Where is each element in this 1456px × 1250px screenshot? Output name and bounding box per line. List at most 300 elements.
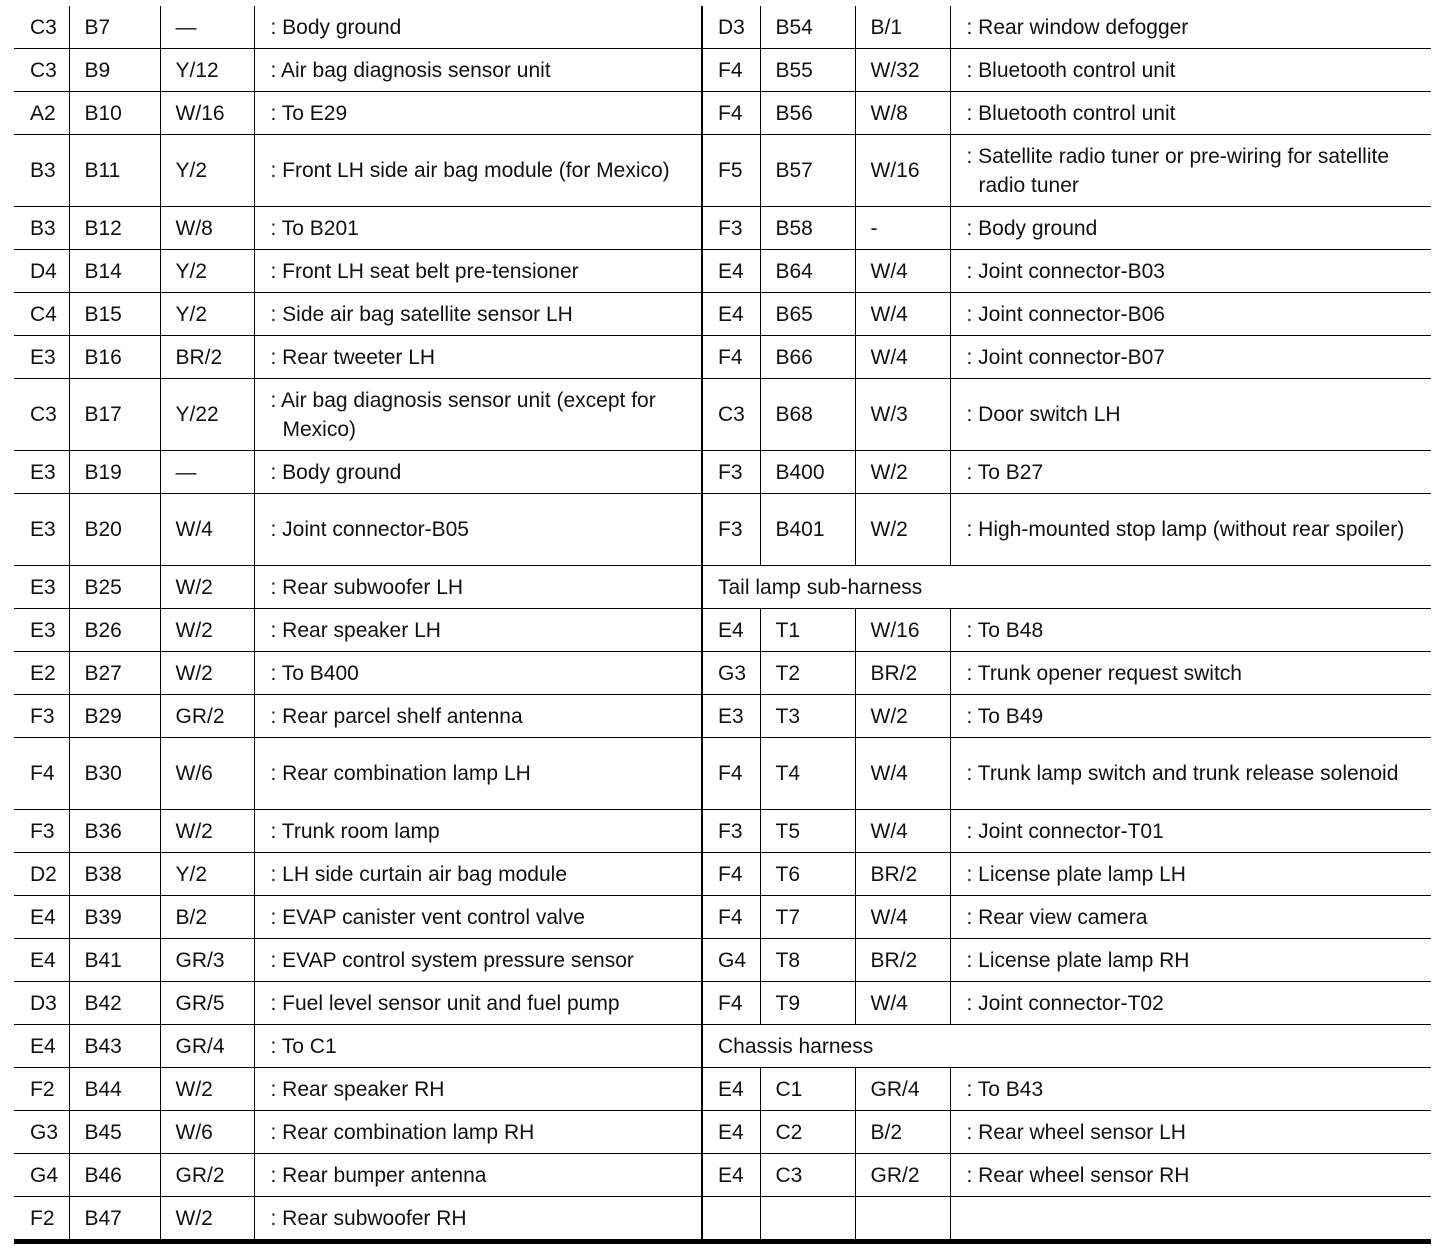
connector-number: B47 — [69, 1197, 160, 1240]
connector-number: B29 — [69, 695, 160, 738]
grid-location: C3 — [14, 49, 69, 92]
connector-type — [855, 1197, 950, 1240]
connector-type: BR/2 — [855, 939, 950, 982]
connector-type: B/1 — [855, 6, 950, 49]
connector-description — [950, 896, 1431, 939]
connector-description — [950, 135, 1431, 207]
table-row — [14, 1068, 702, 1111]
connector-type: W/6 — [160, 1111, 254, 1154]
connector-number: B20 — [69, 494, 160, 566]
table-row — [703, 494, 1431, 566]
table-row — [14, 451, 702, 494]
connector-description-text: : Body ground — [966, 216, 1098, 240]
table-row — [703, 379, 1431, 451]
grid-location: G4 — [703, 939, 760, 982]
connector-type: GR/2 — [160, 695, 254, 738]
connector-description-text: : License plate lamp RH — [966, 948, 1190, 972]
table-row — [14, 652, 702, 695]
grid-location: F4 — [703, 738, 760, 810]
connector-number: B64 — [760, 250, 855, 293]
connector-description — [950, 250, 1431, 293]
connector-number: B10 — [69, 92, 160, 135]
connector-description-text: : To B43 — [966, 1077, 1044, 1101]
connector-description-text: : Rear window defogger — [966, 15, 1189, 39]
connector-description-text: : Rear speaker RH — [270, 1077, 445, 1101]
grid-location: C3 — [703, 379, 760, 451]
connector-description — [950, 609, 1431, 652]
connector-description — [254, 609, 702, 652]
connector-list-sheet — [14, 6, 1431, 1244]
connector-number: B36 — [69, 810, 160, 853]
connector-description — [254, 207, 702, 250]
table-row — [703, 1111, 1431, 1154]
connector-description — [254, 336, 702, 379]
connector-type: W/4 — [855, 336, 950, 379]
grid-location — [703, 1197, 760, 1240]
connector-number: B7 — [69, 6, 160, 49]
connector-number: B11 — [69, 135, 160, 207]
connector-description-text: : Body ground — [270, 460, 402, 484]
connector-description-text: : Bluetooth control unit — [966, 58, 1176, 82]
table-row — [14, 494, 702, 566]
connector-number: B16 — [69, 336, 160, 379]
grid-location: F4 — [703, 336, 760, 379]
table-row — [14, 135, 702, 207]
connector-type: W/2 — [160, 652, 254, 695]
grid-location: F3 — [14, 810, 69, 853]
grid-location: G4 — [14, 1154, 69, 1197]
grid-location: F3 — [703, 494, 760, 566]
connector-description-text: : EVAP control system pressure sensor — [270, 948, 634, 972]
connector-type: W/4 — [160, 494, 254, 566]
grid-location: E4 — [703, 1111, 760, 1154]
connector-number: B65 — [760, 293, 855, 336]
connector-description — [254, 494, 702, 566]
connector-description — [950, 695, 1431, 738]
section-header-row — [703, 566, 1431, 609]
table-row — [703, 135, 1431, 207]
connector-number: B39 — [69, 896, 160, 939]
connector-description-text: : To C1 — [270, 1034, 337, 1058]
connector-description-text: : To B49 — [966, 704, 1044, 728]
connector-description-text: : Satellite radio tuner or pre-wiring for satellite radio tuner — [966, 144, 1390, 197]
grid-location: E2 — [14, 652, 69, 695]
table-row — [14, 810, 702, 853]
connector-description-text: : Rear wheel sensor LH — [966, 1120, 1186, 1144]
grid-location: E4 — [703, 250, 760, 293]
connector-type: W/2 — [160, 609, 254, 652]
table-row — [14, 738, 702, 810]
connector-description-text: : Rear combination lamp LH — [270, 762, 531, 785]
connector-number: C2 — [760, 1111, 855, 1154]
connector-type: W/4 — [855, 250, 950, 293]
table-row — [14, 853, 702, 896]
connector-description-text: : Rear subwoofer RH — [270, 1206, 467, 1230]
grid-location: F4 — [703, 49, 760, 92]
connector-type: GR/2 — [160, 1154, 254, 1197]
grid-location: D3 — [703, 6, 760, 49]
grid-location: B3 — [14, 207, 69, 250]
connector-type: B/2 — [160, 896, 254, 939]
table-row — [14, 566, 702, 609]
connector-description-text: : Joint connector-T02 — [966, 991, 1164, 1015]
connector-description-text: : To B27 — [966, 460, 1044, 484]
connector-type: W/8 — [160, 207, 254, 250]
connector-number — [760, 1197, 855, 1240]
table-row — [14, 6, 702, 49]
connector-type: Y/2 — [160, 853, 254, 896]
connector-number: B42 — [69, 982, 160, 1025]
connector-description-text: : Rear bumper antenna — [270, 1163, 487, 1187]
connector-description — [254, 1025, 702, 1068]
connector-number: B30 — [69, 738, 160, 810]
connector-description — [950, 652, 1431, 695]
grid-location: F3 — [703, 451, 760, 494]
table-row — [14, 1111, 702, 1154]
connector-number: B41 — [69, 939, 160, 982]
grid-location: F4 — [703, 896, 760, 939]
table-row — [14, 1197, 702, 1240]
connector-number: B14 — [69, 250, 160, 293]
table-row — [703, 336, 1431, 379]
table-row — [703, 896, 1431, 939]
table-row — [14, 939, 702, 982]
grid-location: F4 — [703, 853, 760, 896]
connector-description-text: : Trunk lamp switch and trunk release solenoid — [966, 762, 1399, 785]
connector-number: T4 — [760, 738, 855, 810]
connector-type: GR/2 — [855, 1154, 950, 1197]
connector-description-text: : Front LH seat belt pre-tensioner — [270, 259, 579, 283]
connector-number: B46 — [69, 1154, 160, 1197]
connector-type: W/2 — [160, 566, 254, 609]
grid-location: G3 — [14, 1111, 69, 1154]
table-row — [703, 738, 1431, 810]
table-row — [14, 49, 702, 92]
connector-description-text: : Joint connector-B07 — [966, 345, 1165, 369]
connector-number: B54 — [760, 6, 855, 49]
connector-type: W/2 — [855, 695, 950, 738]
connector-type: W/32 — [855, 49, 950, 92]
table-row — [703, 1154, 1431, 1197]
grid-location: E3 — [14, 566, 69, 609]
table-row — [703, 293, 1431, 336]
connector-type: — — [160, 451, 254, 494]
connector-type: W/16 — [855, 135, 950, 207]
connector-type: W/2 — [160, 1068, 254, 1111]
connector-type: W/4 — [855, 293, 950, 336]
table-row — [14, 695, 702, 738]
connector-description — [254, 652, 702, 695]
connector-description-text: : Door switch LH — [966, 403, 1121, 426]
table-row — [703, 250, 1431, 293]
section-title-tail-lamp: Tail lamp sub-harness — [703, 566, 1431, 609]
connector-description-text: : Front LH side air bag module (for Mexico) — [270, 159, 670, 182]
connector-description-text: : Rear parcel shelf antenna — [270, 704, 523, 728]
grid-location: F4 — [703, 982, 760, 1025]
connector-description-text: : Rear combination lamp RH — [270, 1120, 535, 1144]
table-row — [703, 810, 1431, 853]
connector-number: B38 — [69, 853, 160, 896]
connector-description-text: : Air bag diagnosis sensor unit (except for Mexico) — [270, 388, 656, 441]
connector-number: C3 — [760, 1154, 855, 1197]
grid-location: F2 — [14, 1197, 69, 1240]
connector-table-left — [14, 6, 703, 1240]
grid-location: C3 — [14, 6, 69, 49]
connector-description-text: : Trunk room lamp — [270, 819, 440, 843]
table-row — [703, 652, 1431, 695]
connector-number: B25 — [69, 566, 160, 609]
connector-description-text: : To B201 — [270, 216, 359, 240]
table-row — [14, 379, 702, 451]
connector-type: - — [855, 207, 950, 250]
table-row — [14, 896, 702, 939]
connector-description — [254, 1197, 702, 1240]
connector-type: GR/3 — [160, 939, 254, 982]
connector-description-text: : Rear speaker LH — [270, 618, 441, 642]
connector-number: B68 — [760, 379, 855, 451]
grid-location: F2 — [14, 1068, 69, 1111]
connector-number: B57 — [760, 135, 855, 207]
table-row — [14, 250, 702, 293]
connector-type: Y/12 — [160, 49, 254, 92]
connector-description-text: : Rear wheel sensor RH — [966, 1163, 1190, 1187]
connector-number: B26 — [69, 609, 160, 652]
connector-description-text: : To B400 — [270, 661, 359, 685]
grid-location: E4 — [703, 609, 760, 652]
connector-type: W/2 — [855, 451, 950, 494]
connector-description — [254, 738, 702, 810]
connector-description — [254, 6, 702, 49]
connector-number: C1 — [760, 1068, 855, 1111]
connector-number: B66 — [760, 336, 855, 379]
connector-type: W/16 — [160, 92, 254, 135]
connector-description — [254, 92, 702, 135]
grid-location: D3 — [14, 982, 69, 1025]
connector-description-text: : Trunk opener request switch — [966, 661, 1242, 685]
connector-number: B56 — [760, 92, 855, 135]
table-row — [14, 1154, 702, 1197]
grid-location: F3 — [14, 695, 69, 738]
section-header-row — [703, 1025, 1431, 1068]
connector-description — [950, 336, 1431, 379]
connector-description-text: : Joint connector-B06 — [966, 302, 1165, 326]
table-row — [703, 49, 1431, 92]
connector-number: B58 — [760, 207, 855, 250]
connector-type: — — [160, 6, 254, 49]
connector-description — [254, 1154, 702, 1197]
connector-type: B/2 — [855, 1111, 950, 1154]
connector-type: BR/2 — [160, 336, 254, 379]
grid-location: E4 — [14, 896, 69, 939]
connector-type: W/4 — [855, 896, 950, 939]
connector-description — [254, 810, 702, 853]
connector-type: BR/2 — [855, 853, 950, 896]
connector-type: W/8 — [855, 92, 950, 135]
grid-location: E4 — [703, 1154, 760, 1197]
connector-type: W/4 — [855, 810, 950, 853]
table-row — [703, 982, 1431, 1025]
connector-description — [950, 49, 1431, 92]
connector-type: W/2 — [160, 1197, 254, 1240]
table-row — [14, 207, 702, 250]
connector-type: W/2 — [160, 810, 254, 853]
connector-type: BR/2 — [855, 652, 950, 695]
connector-type: GR/5 — [160, 982, 254, 1025]
grid-location: B3 — [14, 135, 69, 207]
table-row — [703, 853, 1431, 896]
connector-description — [950, 939, 1431, 982]
grid-location: E4 — [14, 1025, 69, 1068]
connector-number: B401 — [760, 494, 855, 566]
connector-description — [950, 738, 1431, 810]
connector-description-text: : Rear subwoofer LH — [270, 575, 464, 599]
connector-description — [950, 810, 1431, 853]
connector-description-text: : To B48 — [966, 618, 1044, 642]
connector-number: B9 — [69, 49, 160, 92]
table-row — [703, 1068, 1431, 1111]
table-row — [14, 293, 702, 336]
connector-description — [254, 135, 702, 207]
connector-type: W/16 — [855, 609, 950, 652]
connector-description — [254, 695, 702, 738]
grid-location: F5 — [703, 135, 760, 207]
connector-type: GR/4 — [160, 1025, 254, 1068]
connector-type: W/2 — [855, 494, 950, 566]
connector-number: T1 — [760, 609, 855, 652]
connector-description — [950, 207, 1431, 250]
connector-description — [254, 293, 702, 336]
grid-location: E3 — [14, 494, 69, 566]
connector-description — [950, 1111, 1431, 1154]
grid-location: D4 — [14, 250, 69, 293]
table-row — [14, 609, 702, 652]
connector-type: Y/2 — [160, 250, 254, 293]
grid-location: C4 — [14, 293, 69, 336]
connector-description — [254, 1068, 702, 1111]
connector-type: GR/4 — [855, 1068, 950, 1111]
connector-number: T9 — [760, 982, 855, 1025]
connector-description — [254, 566, 702, 609]
grid-location: E3 — [14, 336, 69, 379]
connector-type: W/4 — [855, 738, 950, 810]
grid-location: E3 — [14, 451, 69, 494]
connector-description — [950, 1154, 1431, 1197]
table-row — [14, 982, 702, 1025]
connector-description — [950, 1068, 1431, 1111]
connector-description-text: : Side air bag satellite sensor LH — [270, 302, 573, 326]
grid-location: E4 — [703, 293, 760, 336]
connector-number: T6 — [760, 853, 855, 896]
connector-description-text: : License plate lamp LH — [966, 862, 1186, 886]
connector-number: B27 — [69, 652, 160, 695]
connector-description — [254, 250, 702, 293]
connector-number: T8 — [760, 939, 855, 982]
connector-description-text: : Body ground — [270, 15, 402, 39]
grid-location: E3 — [703, 695, 760, 738]
connector-description — [254, 896, 702, 939]
grid-location: E4 — [703, 1068, 760, 1111]
connector-type: Y/2 — [160, 135, 254, 207]
connector-number: B15 — [69, 293, 160, 336]
grid-location: F3 — [703, 207, 760, 250]
connector-description-text: : Joint connector-B05 — [270, 518, 469, 541]
connector-type: W/3 — [855, 379, 950, 451]
connector-description-text: : LH side curtain air bag module — [270, 862, 567, 886]
connector-number: B17 — [69, 379, 160, 451]
table-row — [14, 336, 702, 379]
grid-location: D2 — [14, 853, 69, 896]
connector-number: T2 — [760, 652, 855, 695]
connector-number: T7 — [760, 896, 855, 939]
grid-location: A2 — [14, 92, 69, 135]
connector-number: B12 — [69, 207, 160, 250]
connector-number: B55 — [760, 49, 855, 92]
connector-description-text: : Rear view camera — [966, 905, 1148, 929]
connector-number: B43 — [69, 1025, 160, 1068]
connector-description-text: : To E29 — [270, 101, 348, 125]
connector-description — [254, 451, 702, 494]
table-row — [14, 1025, 702, 1068]
table-row — [703, 939, 1431, 982]
connector-description — [254, 49, 702, 92]
connector-description — [950, 853, 1431, 896]
connector-description-text: : Fuel level sensor unit and fuel pump — [270, 991, 620, 1015]
grid-location: F4 — [703, 92, 760, 135]
grid-location: E4 — [14, 939, 69, 982]
connector-description — [950, 293, 1431, 336]
connector-description — [950, 451, 1431, 494]
connector-description-text: : EVAP canister vent control valve — [270, 905, 585, 929]
table-row — [703, 451, 1431, 494]
grid-location: F4 — [14, 738, 69, 810]
connector-type: Y/2 — [160, 293, 254, 336]
connector-description — [950, 494, 1431, 566]
connector-description — [254, 1111, 702, 1154]
table-row — [14, 92, 702, 135]
connector-description — [950, 982, 1431, 1025]
connector-type: W/6 — [160, 738, 254, 810]
connector-description-text: : Joint connector-B03 — [966, 259, 1165, 283]
connector-table-right — [703, 6, 1431, 1240]
connector-description-text: : Bluetooth control unit — [966, 101, 1176, 125]
grid-location: E3 — [14, 609, 69, 652]
grid-location: C3 — [14, 379, 69, 451]
connector-description — [950, 92, 1431, 135]
connector-number: T5 — [760, 810, 855, 853]
connector-type: W/4 — [855, 982, 950, 1025]
table-row — [703, 6, 1431, 49]
connector-number: T3 — [760, 695, 855, 738]
connector-description-text: : Air bag diagnosis sensor unit — [270, 58, 551, 82]
table-row — [703, 695, 1431, 738]
table-row — [703, 207, 1431, 250]
connector-description — [254, 853, 702, 896]
table-row — [703, 92, 1431, 135]
connector-description — [950, 1197, 1431, 1240]
connector-number: B400 — [760, 451, 855, 494]
connector-description — [254, 379, 702, 451]
connector-number: B45 — [69, 1111, 160, 1154]
connector-number: B44 — [69, 1068, 160, 1111]
connector-description — [254, 982, 702, 1025]
connector-number: B19 — [69, 451, 160, 494]
table-row — [703, 609, 1431, 652]
section-title-chassis: Chassis harness — [703, 1025, 1431, 1068]
connector-description-text: : Rear tweeter LH — [270, 345, 436, 369]
grid-location: G3 — [703, 652, 760, 695]
connector-description — [950, 6, 1431, 49]
connector-type: Y/22 — [160, 379, 254, 451]
